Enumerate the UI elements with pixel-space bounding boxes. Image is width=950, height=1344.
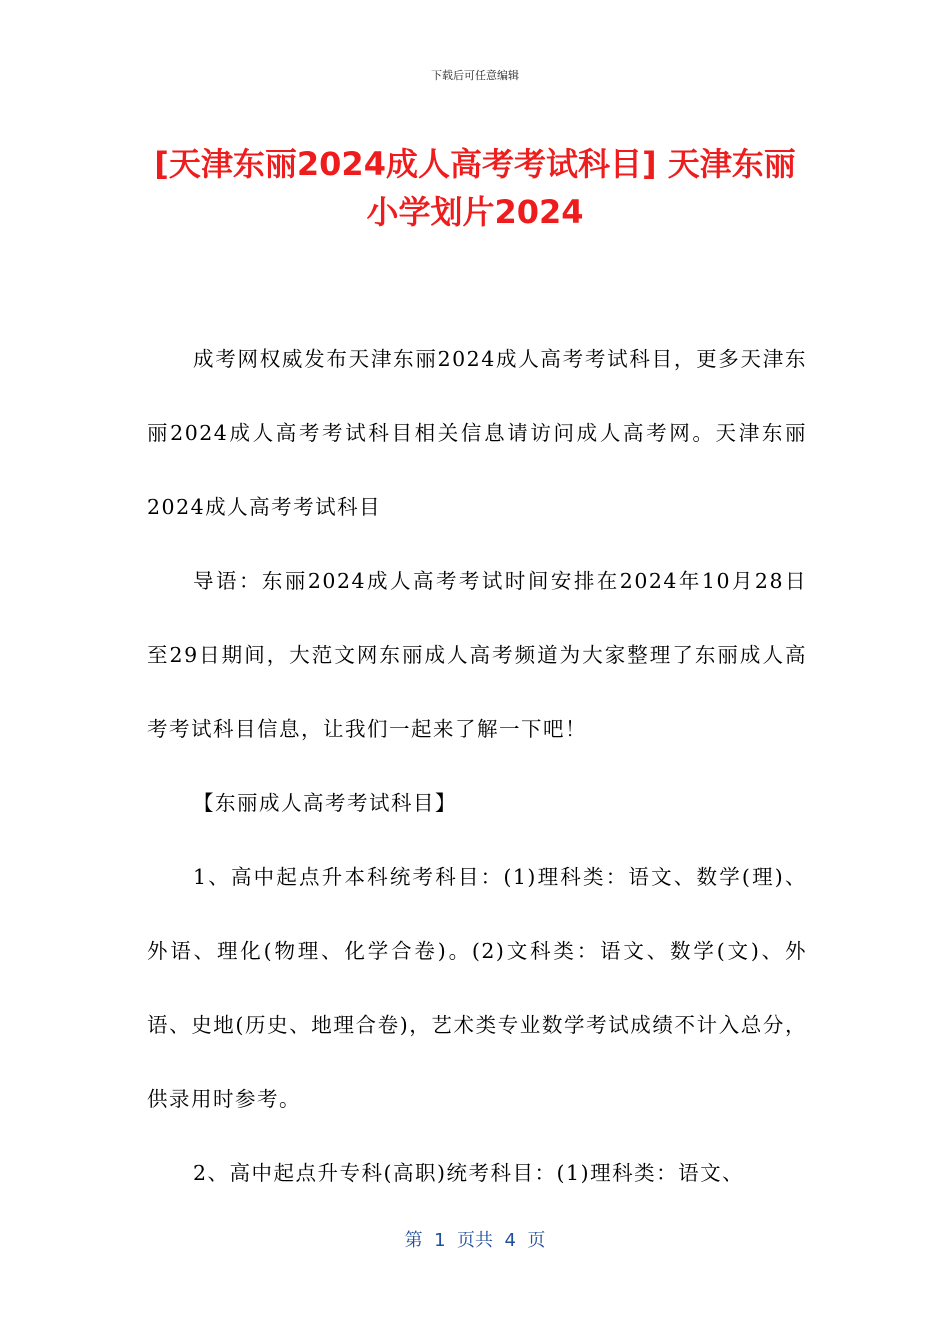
paragraph-intro: 成考网权威发布天津东丽2024成人高考考试科目，更多天津东丽2024成人高考考试科目相关信息请访问成人高考网。天津东丽2024成人高考考试科目 xyxy=(147,347,807,519)
document-body xyxy=(147,322,807,1210)
header-note: 下载后可任意编辑 xyxy=(431,69,519,82)
paragraph-item-1: 1、高中起点升本科统考科目：(1)理科类：语文、数学(理)、外语、理化(物理、化学合卷)。(2)文科类：语文、数学(文)、外语、史地(历史、地理合卷)，艺术类专业数学考试成绩不计入总分，供录用时参考。 xyxy=(147,865,807,1111)
paragraph-guide: 导语：东丽2024成人高考考试时间安排在2024年10月28日至29日期间，大范文网东丽成人高考频道为大家整理了东丽成人高考考试科目信息，让我们一起来了解一下吧！ xyxy=(147,569,807,741)
paragraph-item-2: 2、高中起点升专科(高职)统考科目：(1)理科类：语文、 xyxy=(193,1161,745,1185)
page-number-footer: 第 1 页共 4 页 xyxy=(404,1230,546,1251)
paragraph-section-heading: 【东丽成人高考考试科目】 xyxy=(193,791,457,815)
document-title: [天津东丽2024成人高考考试科目] 天津东丽小学划片2024 xyxy=(154,145,796,231)
